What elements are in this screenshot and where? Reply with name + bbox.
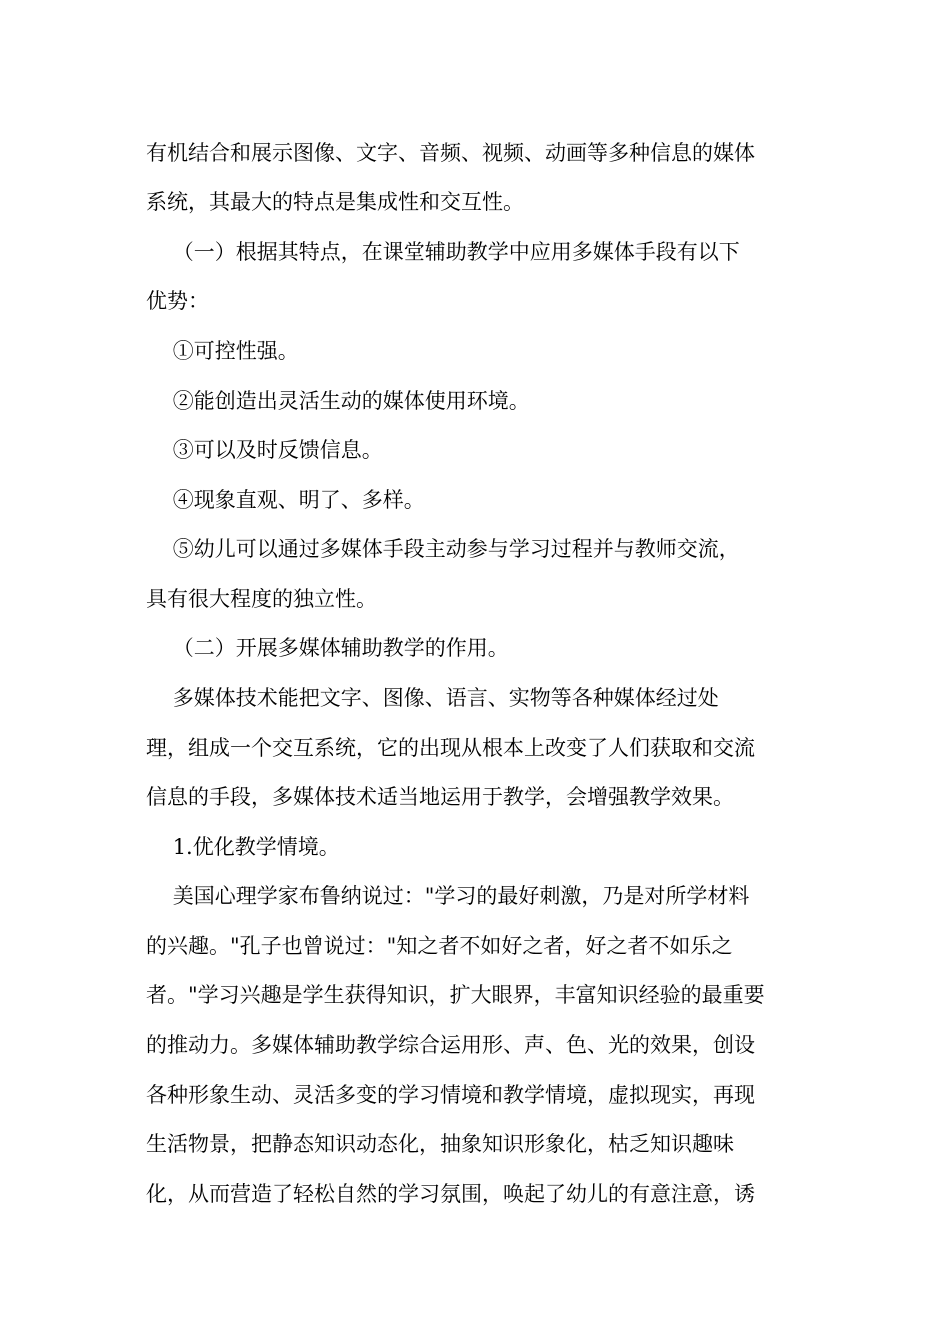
- list-item: ④现象直观、明了、多样。: [146, 488, 425, 512]
- text-line: 的推动力。多媒体辅助教学综合运用形、声、色、光的效果，创设: [146, 1033, 755, 1057]
- list-item: ②能创造出灵活生动的媒体使用环境。: [146, 389, 530, 413]
- text-line: 优势：: [146, 289, 209, 313]
- text-line: 各种形象生动、灵活多变的学习情境和教学情境，虚拟现实，再现: [146, 1083, 755, 1107]
- list-item: ③可以及时反馈信息。: [146, 438, 383, 462]
- text-line: 生活物景，把静态知识动态化，抽象知识形象化，枯乏知识趣味: [146, 1132, 734, 1156]
- text-line: 信息的手段，多媒体技术适当地运用于教学，会增强教学效果。: [146, 785, 734, 809]
- section-heading: （二）开展多媒体辅助教学的作用。: [146, 636, 509, 660]
- text-line: 具有很大程度的独立性。: [146, 587, 377, 611]
- text-line: 理，组成一个交互系统，它的出现从根本上改变了人们获取和交流: [146, 736, 755, 760]
- list-item: ⑤幼儿可以通过多媒体手段主动参与学习过程并与教师交流，: [146, 537, 740, 561]
- text-line: 者。"学习兴趣是学生获得知识，扩大眼界，丰富知识经验的最重要: [146, 983, 765, 1007]
- subsection-heading: 1.优化教学情境。: [146, 835, 340, 859]
- list-item: ①可控性强。: [146, 339, 299, 363]
- text-line: 美国心理学家布鲁纳说过："学习的最好刺激，乃是对所学材料: [146, 884, 750, 908]
- text-line: 化，从而营造了轻松自然的学习氛围，唤起了幼儿的有意注意，诱: [146, 1182, 755, 1206]
- section-heading: （一）根据其特点，在课堂辅助教学中应用多媒体手段有以下: [146, 240, 740, 264]
- text-line: 的兴趣。"孔子也曾说过："知之者不如好之者，好之者不如乐之: [146, 934, 733, 958]
- text-line: 有机结合和展示图像、文字、音频、视频、动画等多种信息的媒体: [146, 141, 755, 165]
- text-line: 系统，其最大的特点是集成性和交互性。: [146, 190, 524, 214]
- text-line: 多媒体技术能把文字、图像、语言、实物等各种媒体经过处: [146, 686, 719, 710]
